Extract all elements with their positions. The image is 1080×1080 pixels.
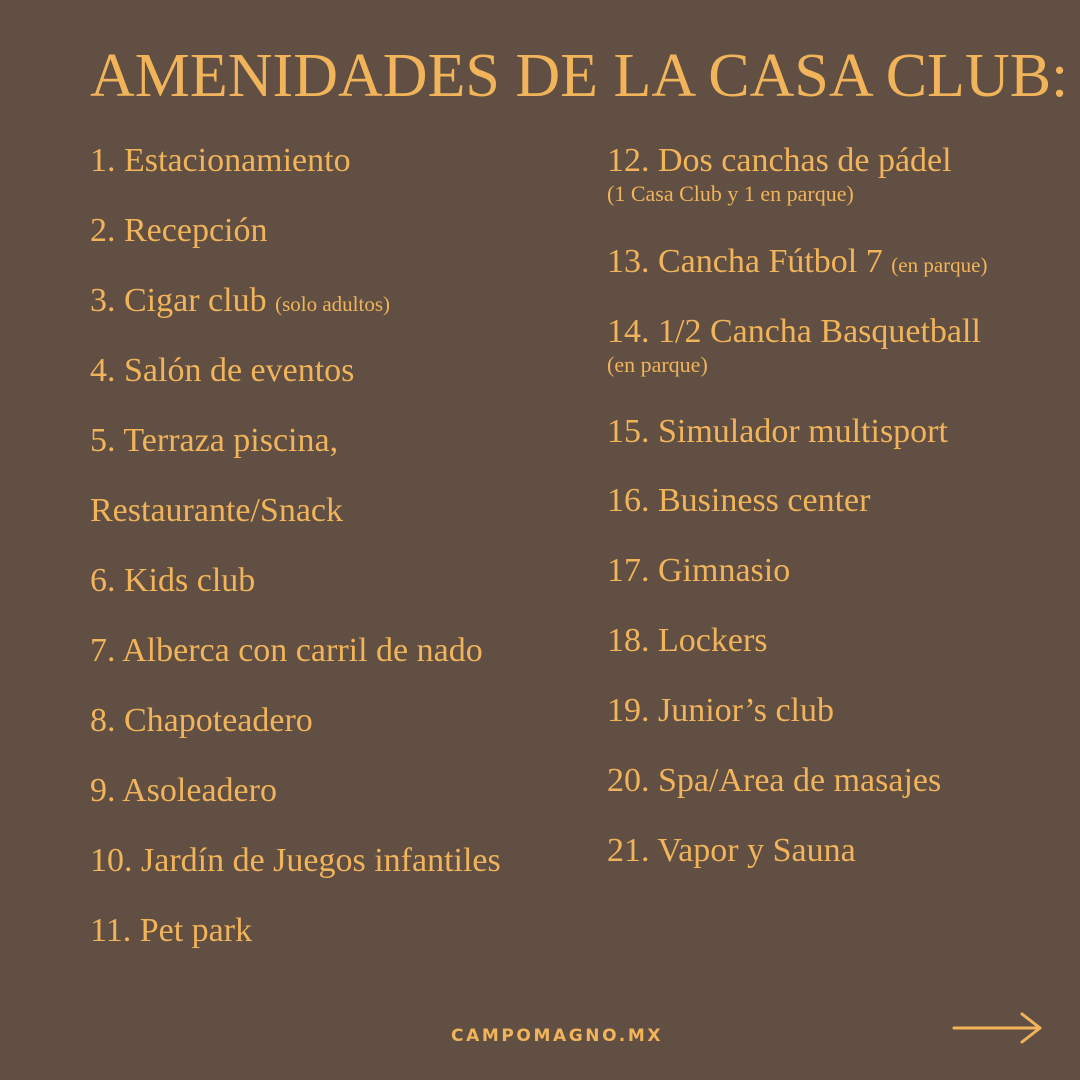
amenity-item-7: 7. Alberca con carril de nado <box>90 632 483 669</box>
amenity-item-5-line1: 5. Terraza piscina, <box>90 422 339 459</box>
amenity-item-6: 6. Kids club <box>90 562 256 599</box>
amenity-item-16: 16. Business center <box>607 482 871 519</box>
amenity-item-13 <box>607 243 987 281</box>
page-title: AMENIDADES DE LA CASA CLUB: <box>90 42 1069 110</box>
amenity-item-12: 12. Dos canchas de pádel <box>607 142 952 179</box>
amenity-item-11: 11. Pet park <box>90 912 253 949</box>
website-link[interactable]: CAMPOMAGNO.MX <box>451 1026 664 1046</box>
amenity-item-19: 19. Junior’s club <box>607 692 834 729</box>
right-arrow-icon[interactable] <box>950 1010 1046 1046</box>
amenity-item-17: 17. Gimnasio <box>607 552 791 589</box>
amenity-item-5-line2: Restaurante/Snack <box>90 492 344 529</box>
amenity-item-18: 18. Lockers <box>607 622 768 659</box>
amenity-item-9: 9. Asoleadero <box>90 772 277 809</box>
amenity-item-14-note: (en parque) <box>607 352 708 377</box>
amenity-item-12-note: (1 Casa Club y 1 en parque) <box>607 181 854 206</box>
amenity-item-14: 14. 1/2 Cancha Basquetball <box>607 313 981 350</box>
amenity-item-21: 21. Vapor y Sauna <box>607 832 856 869</box>
amenity-item-20: 20. Spa/Area de masajes <box>607 762 942 799</box>
amenity-item-15: 15. Simulador multisport <box>607 413 948 450</box>
amenity-item-3-note: (solo adultos) <box>275 292 390 316</box>
amenity-item-8: 8. Chapoteadero <box>90 702 313 739</box>
amenity-item-10: 10. Jardín de Juegos infantiles <box>90 842 501 879</box>
amenity-item-13-note: (en parque) <box>891 253 988 277</box>
amenity-item-13-label: 13. Cancha Fútbol 7 <box>607 243 883 280</box>
amenity-item-3-label: 3. Cigar club <box>90 282 267 319</box>
amenity-item-2: 2. Recepción <box>90 212 268 249</box>
amenity-item-4: 4. Salón de eventos <box>90 352 355 389</box>
amenity-item-1: 1. Estacionamiento <box>90 142 351 179</box>
amenity-item-3 <box>90 282 390 320</box>
